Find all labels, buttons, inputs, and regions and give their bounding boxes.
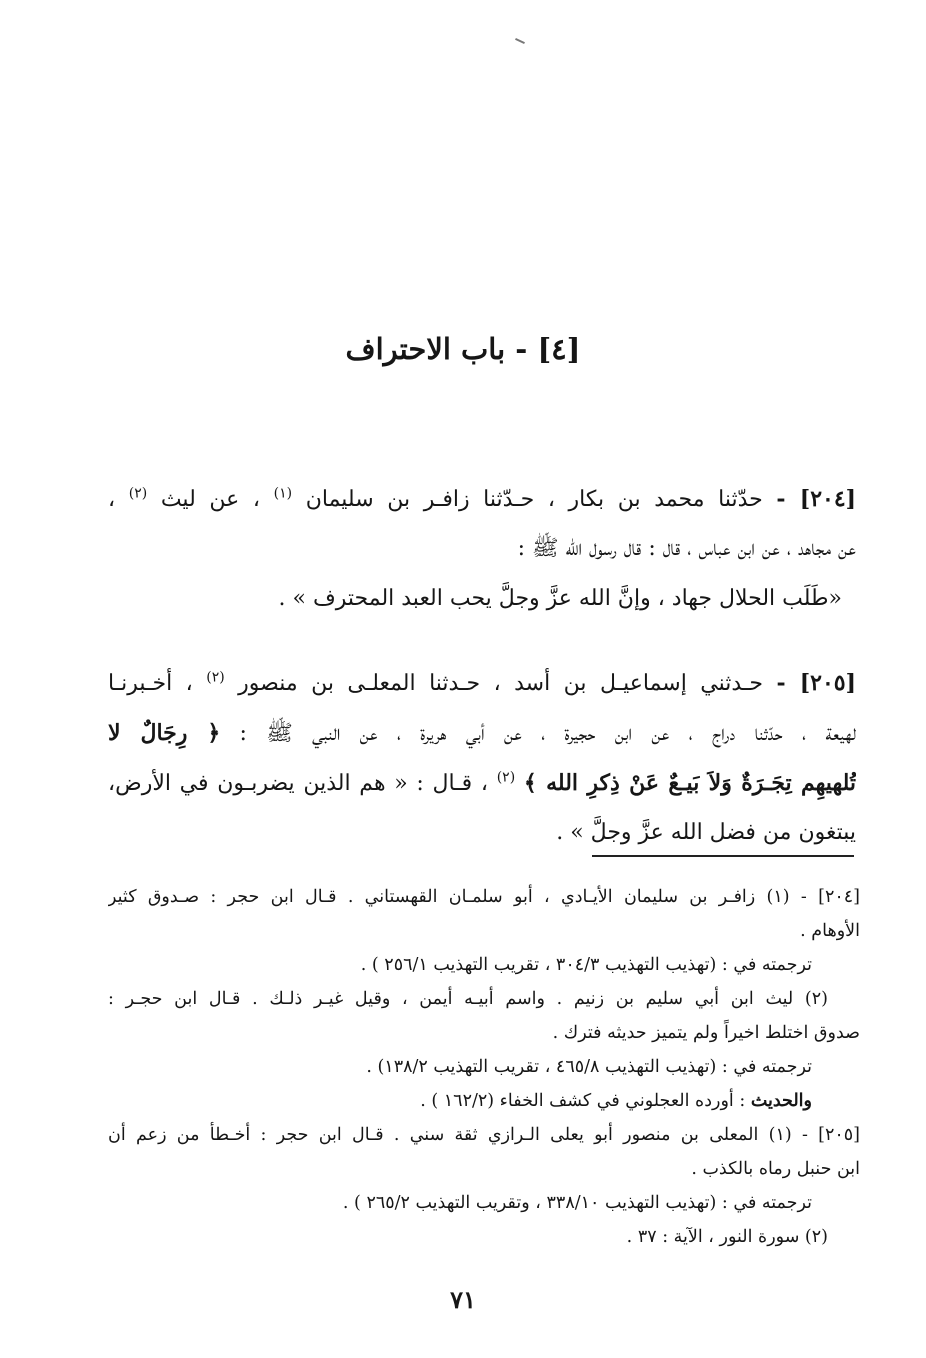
quran-verse: تُلهيهِم تِجَـرَةٌ وَلاَ بَيـعٌ عَنْ ذِكرِ الله ﴾ xyxy=(523,770,856,796)
footnote-205-1-cont: ابن حنبل رماه بالكذب . xyxy=(691,1159,860,1179)
hadith-205-line-4: يبتغون من فضل الله عزَّ وجلَّ » . xyxy=(556,820,856,845)
footnote-204-2: (٢) ليث ابن أبي سليم بن زنيم . واسم أبيـه أيمن ، وقيل غيـر ذلـك . قـال ابن حجـر : xyxy=(108,989,828,1009)
footnote-204-1-cont: الأوهام . xyxy=(800,921,860,941)
footnote-204-2-ref: ترجمته في : (تهذيب التهذيب ٤٦٥/٨ ، تقريب التهذيب ١٣٨/٢) . xyxy=(366,1057,812,1077)
footnote-204-1-ref: ترجمته في : (تهذيب التهذيب ٣٠٤/٣ ، تقريب التهذيب ٢٥٦/١ ) . xyxy=(360,955,812,975)
hadith-205-line-2: لهيعة ، حدّثنا دراج ، عن ابن حجيرة ، عن أبي هريرة ، عن النبي ﷺ : ﴿ رِجَالٌ لا xyxy=(108,720,856,746)
footnote-divider xyxy=(592,855,854,857)
footnote-ref: (١) xyxy=(273,485,293,502)
footnote-ref: (٢) xyxy=(206,669,225,686)
chapter-title: [٤] - باب الاحتراف xyxy=(345,332,581,366)
footnote-204-2-cont: صدوق اختلط اخيراً ولم يتميز حديثه فترك . xyxy=(552,1023,860,1043)
footnote-205-2: (٢) سورة النور ، الآية : ٣٧ . xyxy=(626,1227,828,1247)
hadith-205-number: [٢٠٥] - xyxy=(776,670,856,696)
footnote-205-1-ref: ترجمته في : (تهذيب التهذيب ٣٣٨/١٠ ، وتقريب التهذيب ٢٦٥/٢ ) . xyxy=(342,1193,812,1213)
hadith-204 xyxy=(108,474,856,624)
hadith-204-text: «طَلَب الحلال جهاد ، وإنَّ الله عزَّ وجلَّ يحب العبد المحترف » . xyxy=(278,586,842,611)
footnote-ref: (٢) xyxy=(496,769,516,786)
hadith-205 xyxy=(108,658,856,858)
scan-mark xyxy=(515,38,525,44)
footnote-204-1: [٢٠٤] - (١) زافـر بن سليمان الأيـادي ، أبو سلمـان القهستاني . قـال ابن حجر : صـدوق كثير xyxy=(108,887,860,907)
page-number: ٧١ xyxy=(450,1285,476,1314)
footnotes xyxy=(108,880,860,1254)
footnote-204-hadith: والحديث : أورده العجلوني في كشف الخفاء (١٦٢/٢ ) . xyxy=(420,1091,812,1111)
footnote-ref: (٢) xyxy=(128,485,148,502)
hadith-205-line-1: [٢٠٥] - حـدثني إسماعيـل بن أسد ، حـدثنا المعلـى بن منصور $^{(٢)}$ ، أخـبرنـا xyxy=(108,669,856,696)
hadith-204-line-1: [٢٠٤] - حدّثنا محمد بن بكار ، حـدّثنا زافـر بن سليمان $^{(١)}$ ، عن ليث $^{(٢)}$ ، xyxy=(108,485,856,512)
quran-verse: ﴿ رِجَالٌ لا xyxy=(108,720,221,746)
footnote-205-1: [٢٠٥] - (١) المعلى بن منصور أبو يعلى الـرازي ثقة سني . قـال ابن حجر : أخـطأ من زعم أن xyxy=(108,1125,860,1145)
hadith-204-number: [٢٠٤] - xyxy=(776,486,856,512)
hadith-label: والحديث xyxy=(750,1091,812,1111)
hadith-205-line-3: تُلهيهِم تِجَـرَةٌ وَلاَ بَيـعٌ عَنْ ذِكرِ الله ﴾ $^{(٢)}$ ، قـال : « هم الذين يضربـون في الأرض، xyxy=(108,769,856,796)
hadith-204-line-2: عن مجاهد ، عن ابن عباس ، قال : قال رسول الله ﷺ : xyxy=(517,536,856,561)
